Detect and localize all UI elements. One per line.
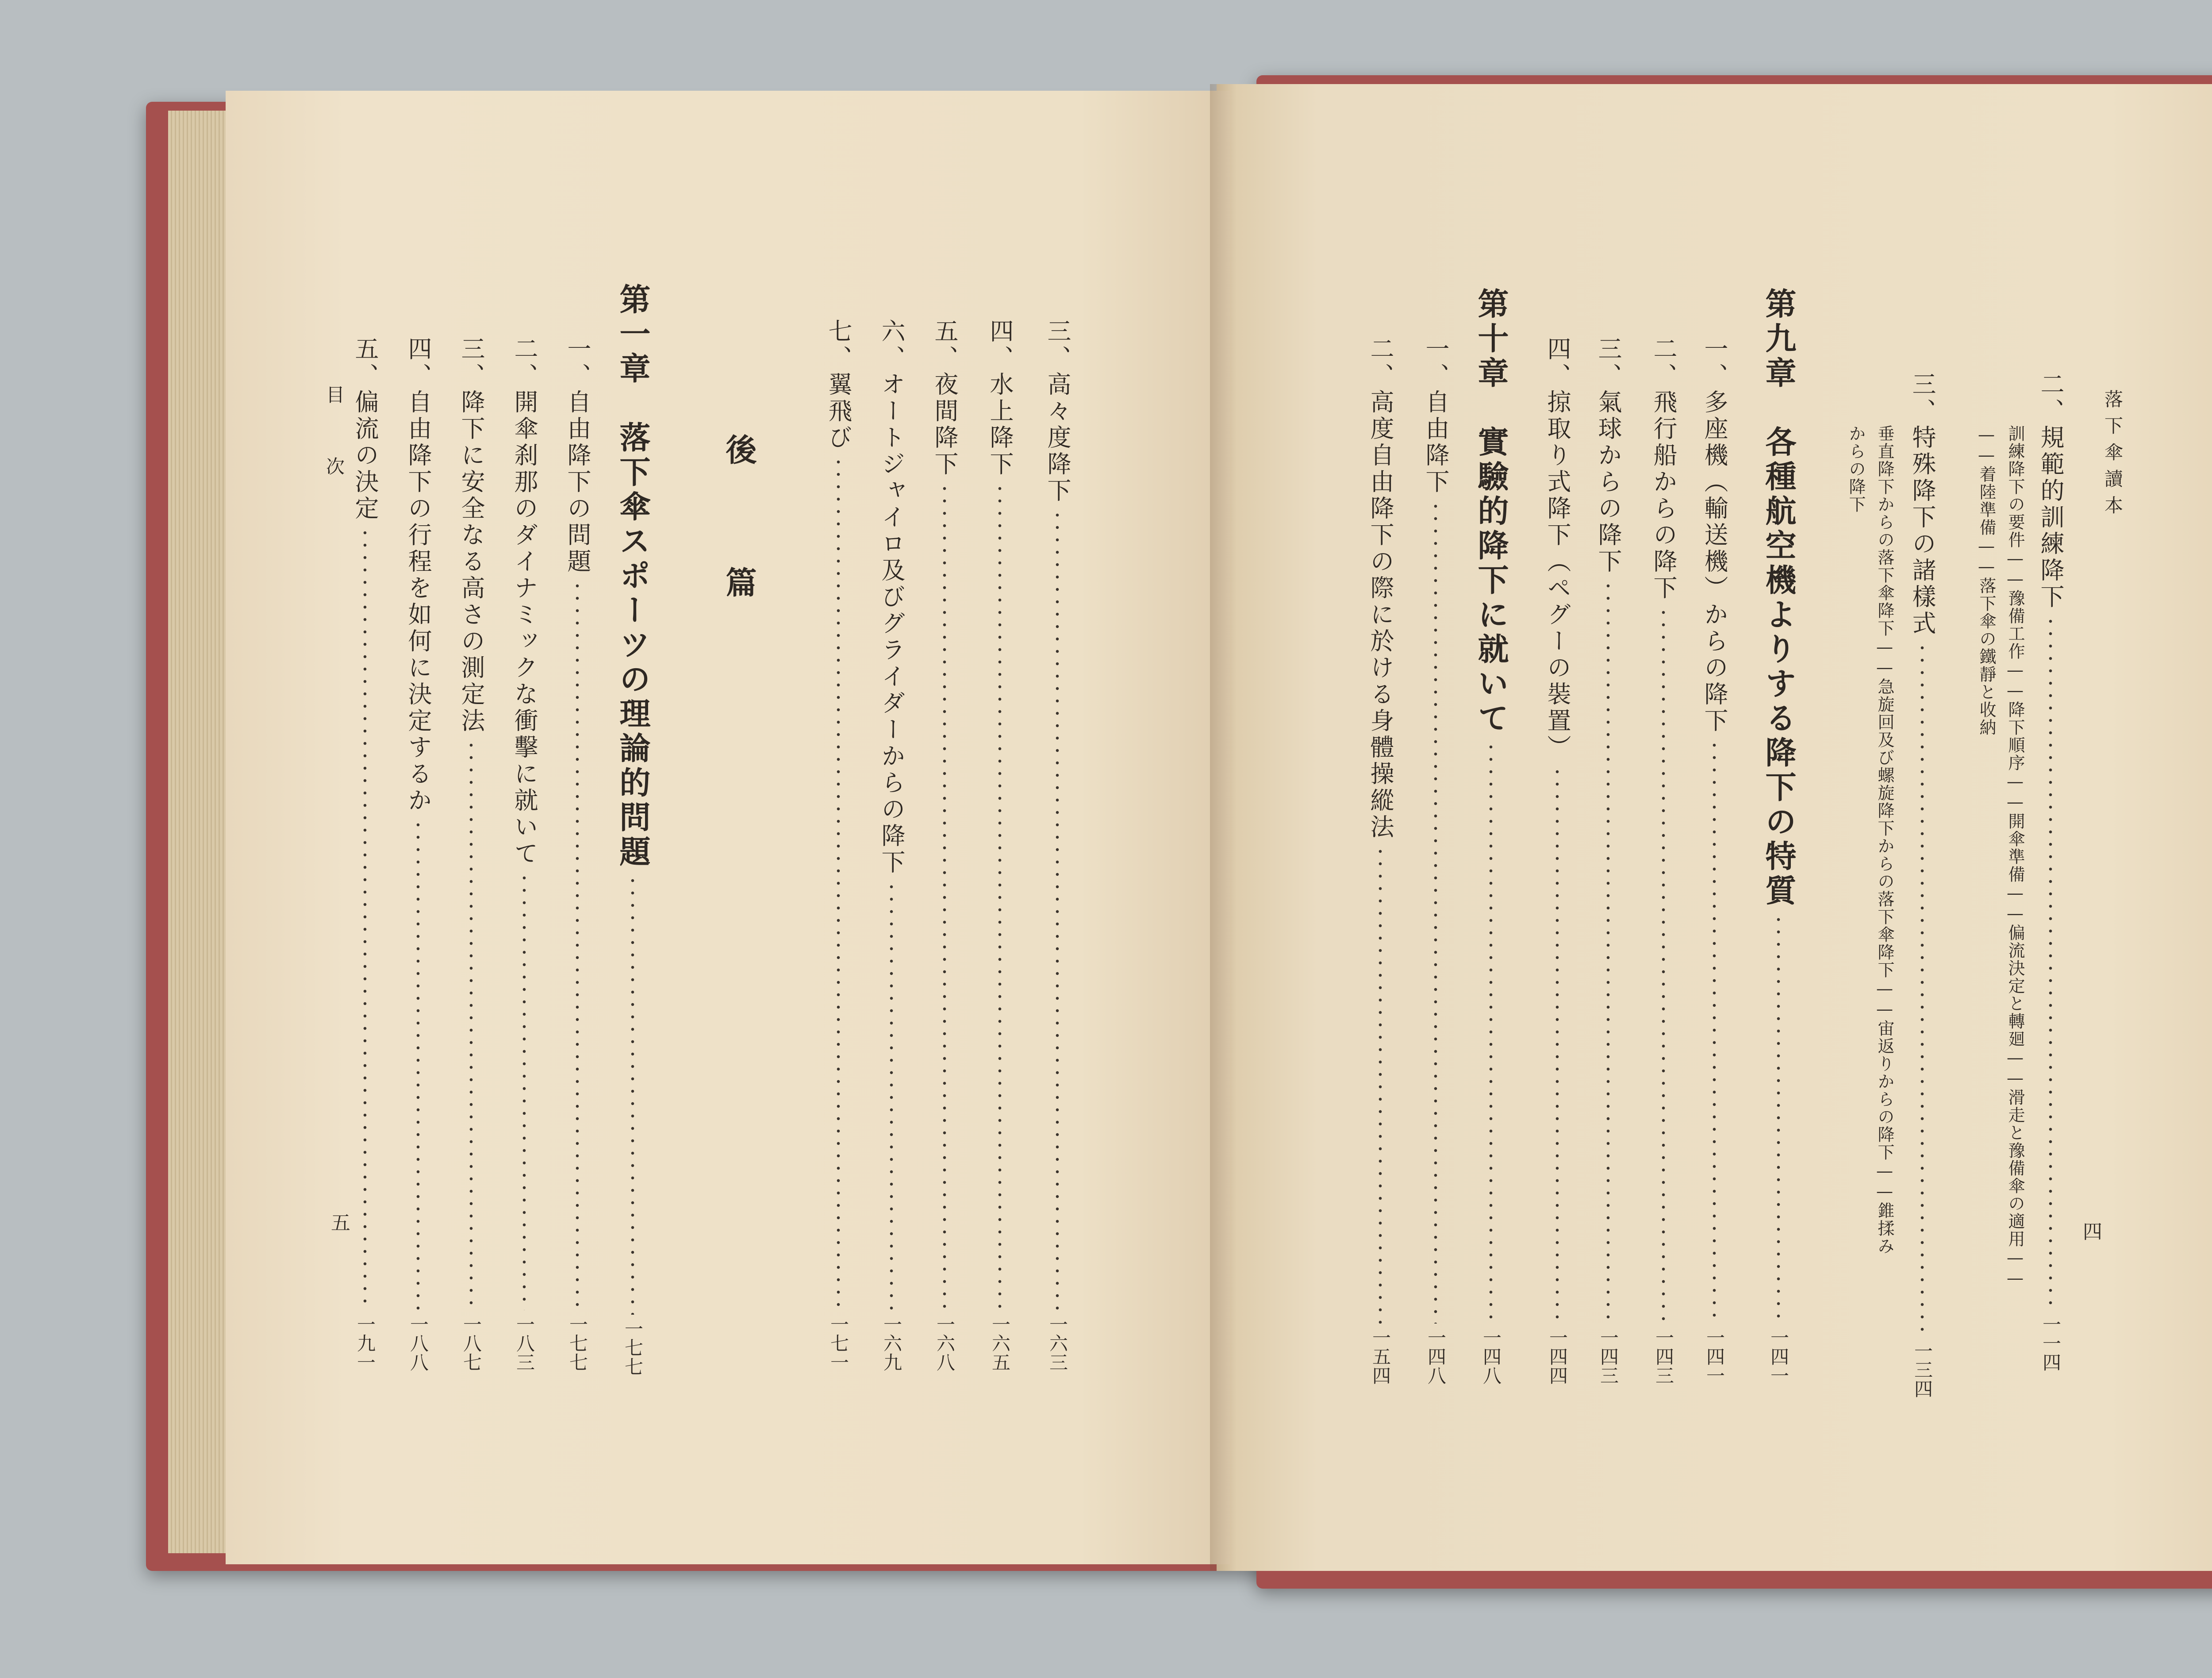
leader-dots (575, 580, 580, 1310)
toc-entry (1416, 336, 1455, 1385)
toc-entry-page: 一八三 (514, 1315, 535, 1372)
toc-entry-page: 一四三 (1653, 1328, 1674, 1385)
leader-dots (1433, 500, 1438, 1324)
chapter-heading (1759, 288, 1798, 1385)
leader-dots (889, 881, 894, 1310)
chapter-heading (1471, 288, 1511, 1385)
toc-entry-text: 一、多座機（輸送機）からの降下 (1701, 336, 1728, 735)
running-header-column (2093, 389, 2132, 1363)
toc-entry-page: 一四四 (1547, 1328, 1568, 1385)
toc-entry (980, 319, 1020, 1372)
running-header: 落下傘讀本 (2102, 389, 2124, 522)
toc-entry-note (1836, 425, 1876, 558)
toc-entry (1644, 336, 1683, 1385)
chapter-heading-text: 第十章 實驗的降下に就いて (1473, 288, 1509, 736)
leader-dots (416, 819, 420, 1310)
toc-entry (451, 336, 491, 1372)
toc-entry (1694, 336, 1734, 1385)
toc-entry-text: 三、降下に安全なる高さの測定法 (457, 336, 485, 735)
toc-entry-page: 一八八 (407, 1315, 429, 1372)
toc-entry-page: 一三四 (1912, 1341, 1933, 1398)
toc-entry (398, 336, 438, 1372)
footer-label-column (314, 385, 354, 562)
toc-entry (925, 319, 964, 1372)
toc-entry-text: 二、開傘刹那のダイナミックな衝擊に就いて (511, 336, 538, 867)
toc-entry-text: 五、夜間降下 (931, 319, 959, 478)
toc-entry-page: 一六五 (989, 1315, 1011, 1372)
leader-dots (363, 527, 367, 1310)
toc-entry-text: 三、高々度降下 (1044, 319, 1071, 504)
toc-entry (2031, 372, 2070, 1372)
toc-entry (1537, 336, 1577, 1385)
toc-entry-text: 二、飛行船からの降下 (1650, 336, 1678, 602)
leader-dots (630, 874, 635, 1315)
toc-entry-page: 一四三 (1598, 1328, 1619, 1385)
toc-entry-text: 六、オートジャイロ及びグライダーからの降下 (878, 319, 906, 876)
toc-entry-text: 四、水上降下 (986, 319, 1014, 478)
toc-entry-page: 一六三 (1047, 1315, 1068, 1372)
toc-entry-page: 一六八 (934, 1315, 956, 1372)
toc-entry-note (1966, 425, 2006, 779)
toc-entry-text: 一、自由降下の問題 (564, 336, 591, 575)
page-edges-left (168, 111, 234, 1553)
toc-entry-page: 一九一 (354, 1315, 376, 1372)
chapter-heading-text: 第一章 落下傘スポーツの理論的問題 (614, 283, 651, 870)
toc-entry-text: 二、高度自由降下の際に於ける身體操縱法 (1367, 336, 1394, 841)
leader-dots (1712, 739, 1717, 1324)
footer-label: 目次 (323, 385, 345, 528)
toc-entry (818, 319, 858, 1372)
toc-entry-page: 一一四 (2040, 1315, 2062, 1372)
leader-dots (1489, 741, 1493, 1324)
leader-dots (942, 482, 947, 1310)
toc-entry-page: 一七一 (828, 1315, 849, 1372)
left-page-number-column (319, 1212, 358, 1266)
toc-entry-text: 四、自由降下の行程を如何に決定するか (404, 336, 432, 814)
toc-entry-text: 三、氣球からの降下 (1594, 336, 1622, 575)
leader-dots (1661, 606, 1666, 1324)
toc-entry-text: 七、翼飛び (825, 319, 853, 451)
part-heading-text: 後 篇 (721, 434, 757, 633)
leader-dots (469, 739, 473, 1310)
toc-entry (1037, 319, 1077, 1372)
leader-dots (1920, 642, 1924, 1337)
toc-entry-text: 四、掠取り式降下（ペグーの裝置） (1544, 336, 1571, 761)
chapter-heading (613, 283, 653, 1376)
gutter-shadow (1210, 84, 1237, 1571)
leader-dots (1776, 913, 1781, 1324)
right-page-number: 四 (2079, 1221, 2102, 1241)
toc-entry-page: 一四八 (1425, 1328, 1447, 1385)
right-page-number-column (2070, 1221, 2110, 1274)
toc-entry-text: 一、自由降下 (1422, 336, 1450, 496)
toc-entry (1360, 336, 1400, 1385)
leader-dots (1378, 845, 1382, 1324)
toc-entry-text: 五、偏流の決定 (351, 336, 379, 522)
toc-entry (872, 319, 911, 1372)
toc-entry-text: 二、規範的訓練降下 (2037, 372, 2065, 611)
chapter-heading-text: 第九章 各種航空機よりする降下の特質 (1760, 288, 1797, 909)
part-heading (719, 434, 759, 655)
toc-entry (1588, 336, 1628, 1385)
toc-entry-note-text: 垂直降下からの落下傘降下——急旋回及び螺旋降下からの落下傘降下——宙返りからの降下——錐揉み (1875, 425, 1894, 1255)
leader-dots (1055, 509, 1060, 1310)
leader-dots (522, 872, 526, 1310)
toc-entry-note-text: 訓練降下の要件——豫備工作——降下順序——開傘準備——偏流決定と轉廻——滑走と豫備傘の適用—— (2005, 425, 2025, 1289)
toc-entry-text: 三、特殊降下の諸樣式 (1909, 372, 1936, 637)
toc-entry (1902, 372, 1942, 1398)
toc-entry-note (1865, 425, 1905, 1310)
leader-dots (2048, 615, 2053, 1310)
left-page-number: 五 (327, 1212, 350, 1232)
chapter-heading-page: 一四八 (1480, 1328, 1502, 1385)
toc-entry-note-text: からの降下 (1846, 425, 1866, 513)
toc-entry (557, 336, 597, 1372)
toc-entry-page: 一五四 (1370, 1328, 1391, 1385)
chapter-heading-page: 一四一 (1768, 1328, 1790, 1385)
leader-dots (1555, 766, 1559, 1324)
toc-entry-note-text: ——着陸準備——落下傘の鐵靜と收納 (1977, 425, 1996, 736)
toc-entry-page: 一八七 (461, 1315, 482, 1372)
leader-dots (836, 456, 841, 1310)
toc-entry-page: 一七七 (567, 1315, 588, 1372)
leader-dots (998, 482, 1002, 1310)
toc-entry-page: 一四一 (1704, 1328, 1725, 1385)
chapter-heading-page: 一七七 (622, 1319, 644, 1376)
leader-dots (1606, 580, 1610, 1324)
toc-entry-page: 一六九 (881, 1315, 902, 1372)
toc-entry (504, 336, 544, 1372)
